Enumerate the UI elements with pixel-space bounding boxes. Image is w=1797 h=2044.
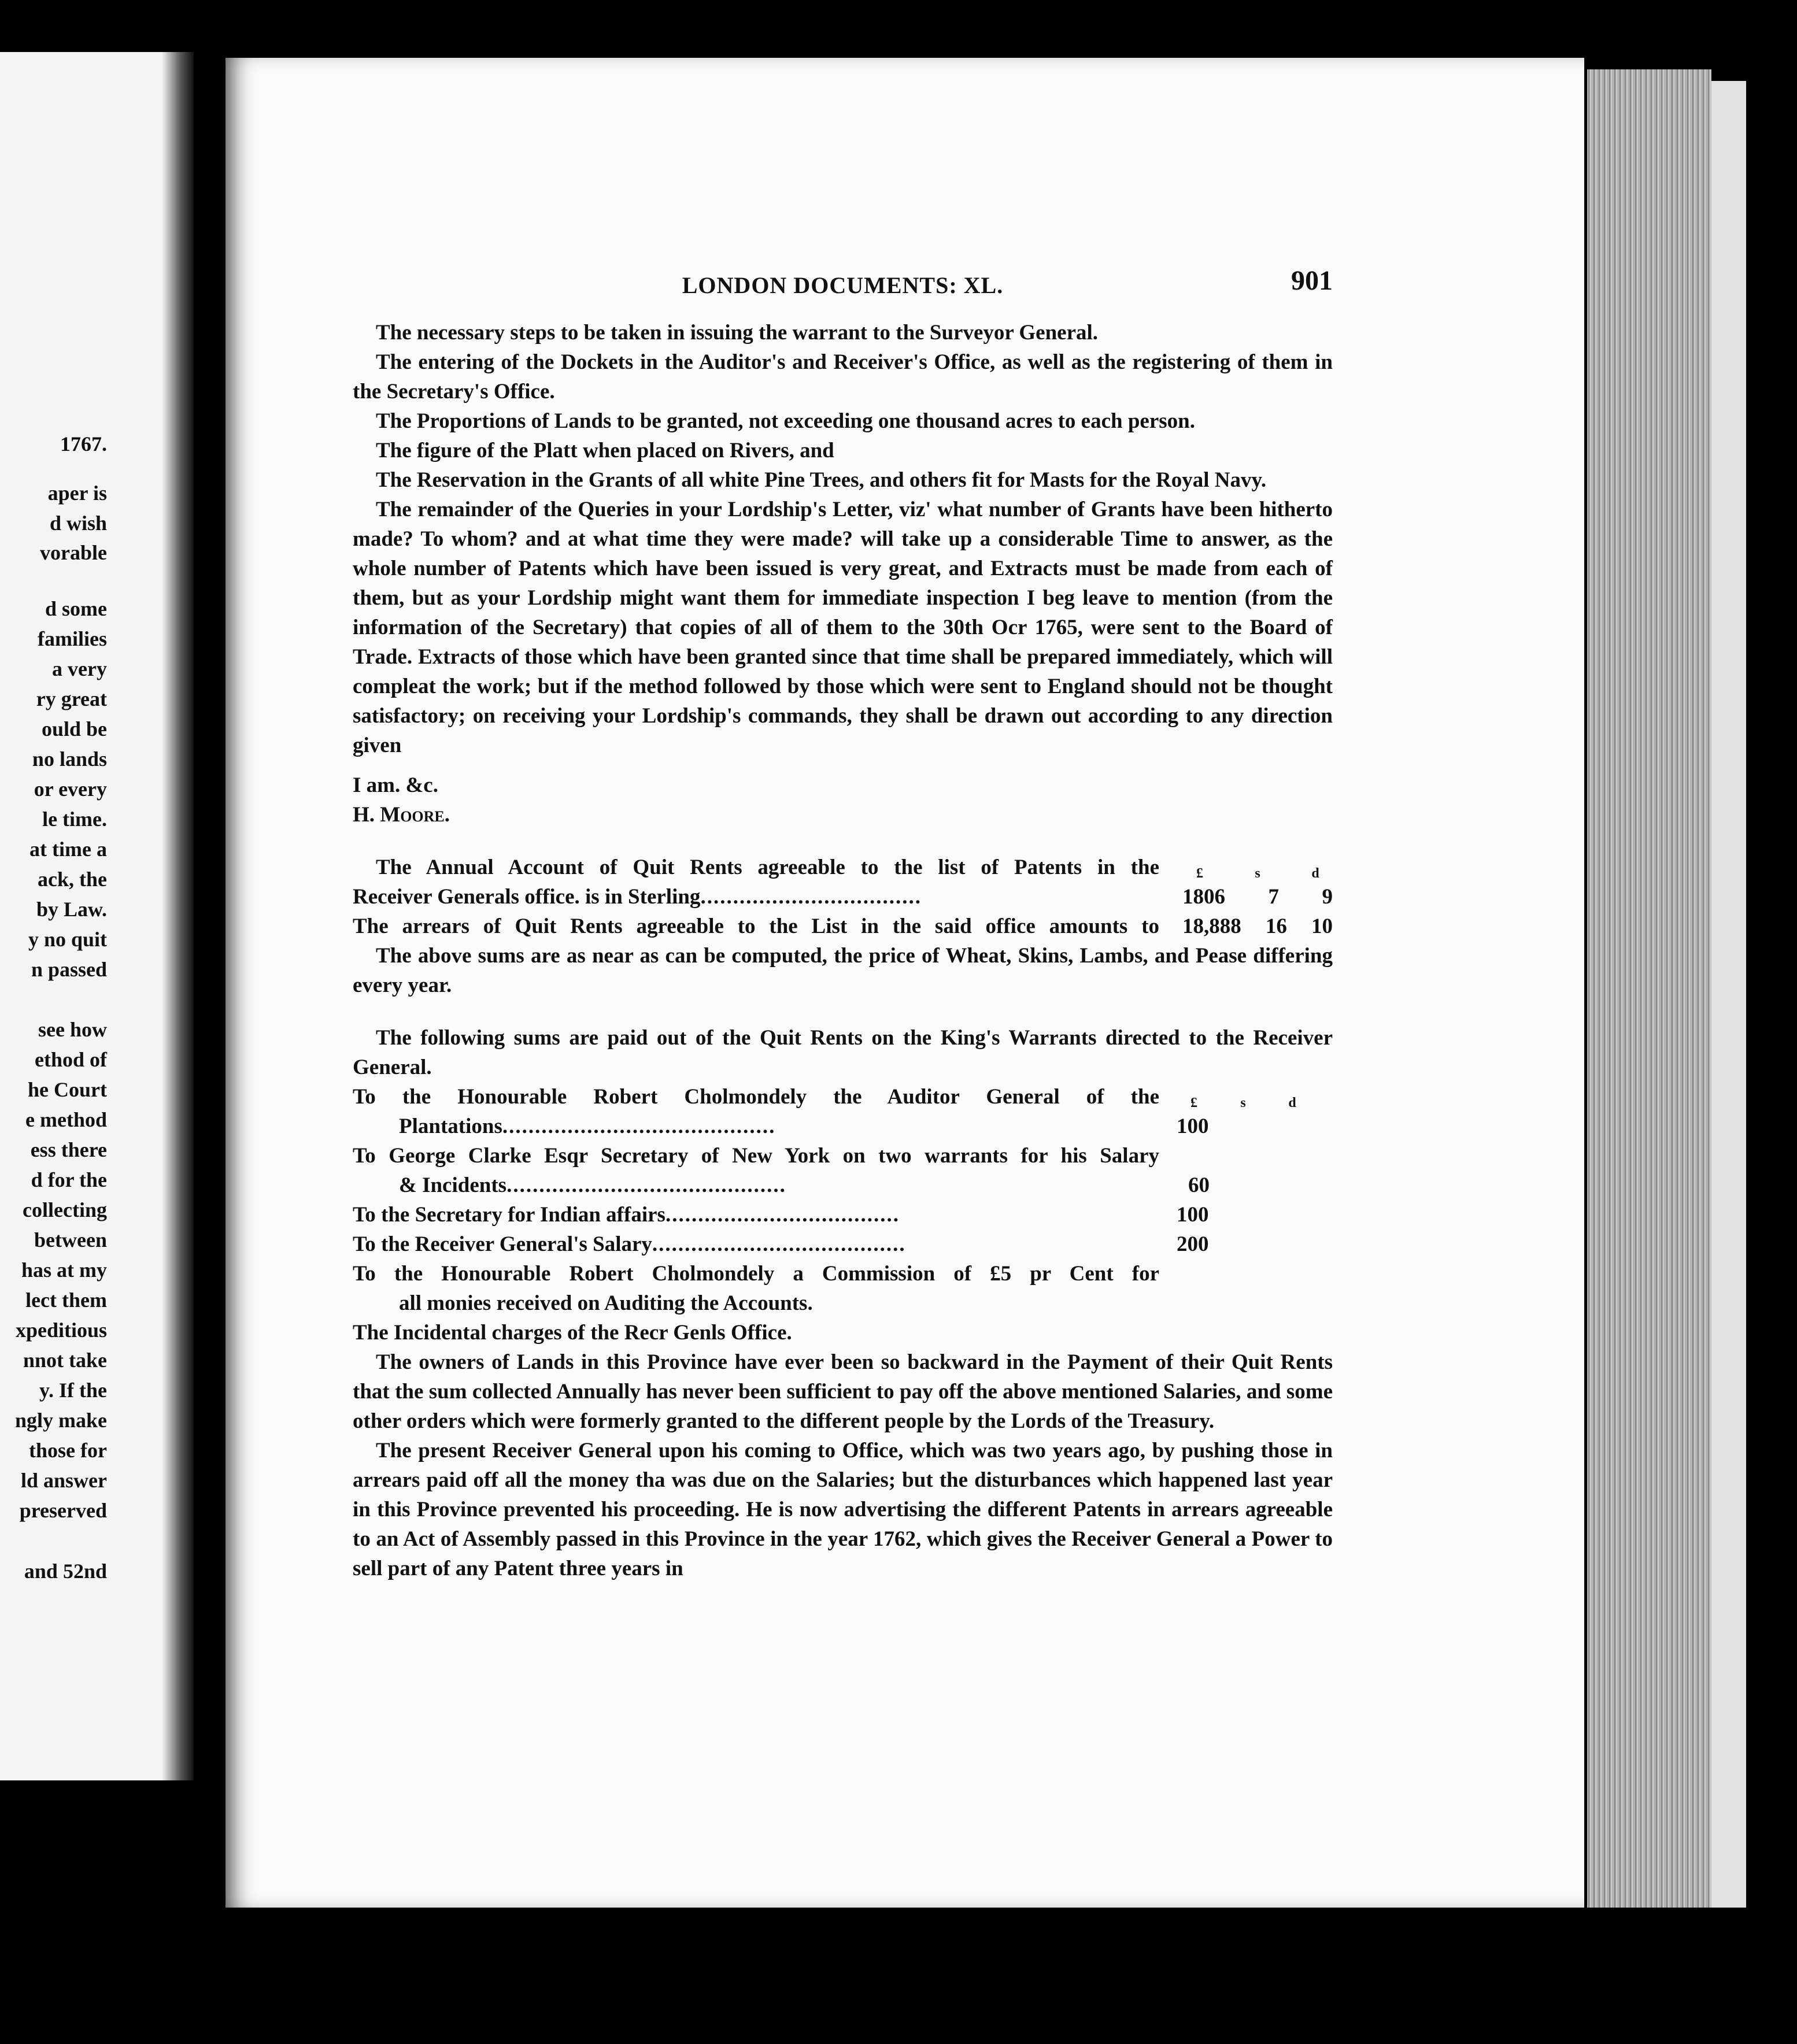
- page-body: [353, 318, 1333, 1583]
- running-header: [353, 266, 1333, 306]
- payment-text: To George Clarke Esqr Secretary of New York on two warrants for his Salary: [353, 1144, 1159, 1168]
- left-fragment: n passed: [31, 958, 107, 981]
- payment-item: [353, 1082, 1333, 1141]
- pounds-value: 1806: [1182, 885, 1225, 909]
- document-page: [225, 58, 1584, 1908]
- pence-header: d: [1311, 866, 1319, 881]
- payment-item: [353, 1141, 1333, 1200]
- account-text-cont: [353, 882, 1159, 912]
- shillings-value: 16: [1265, 914, 1287, 938]
- left-fragment: ould be: [41, 717, 107, 740]
- left-fragment: ld answer: [20, 1469, 107, 1492]
- leader-dots: ....................................: [665, 1203, 900, 1227]
- left-fragment: collecting: [23, 1198, 107, 1221]
- left-fragment: or every: [34, 777, 107, 801]
- payment-text: To the Honourable Robert Cholmondely a Commission of £5 pr Cent for: [353, 1262, 1159, 1286]
- payment-item: [353, 1230, 1333, 1259]
- paragraph: The necessary steps to be taken in issuing the warrant to the Surveyor General.: [376, 321, 1099, 345]
- book-cover-edge: [1711, 81, 1746, 1908]
- left-fragment: e method: [25, 1108, 107, 1131]
- account-amount: [1159, 865, 1333, 912]
- paragraph: The Proportions of Lands to be granted, not exceeding one thousand acres to each person.: [376, 409, 1196, 433]
- letter-closing: I am. &c.: [353, 773, 438, 797]
- paragraph: The Incidental charges of the Recr Genls Office.: [353, 1321, 792, 1345]
- left-fragment: a very: [52, 657, 107, 680]
- pence-header: d: [1288, 1095, 1296, 1110]
- currency-header: [1182, 865, 1333, 882]
- leader-dots: .......................................: [652, 1232, 906, 1256]
- shilling-header: s: [1255, 866, 1260, 881]
- payment-item: [353, 1200, 1333, 1230]
- paragraph: The figure of the Platt when placed on Rivers, and: [376, 439, 834, 462]
- page-number: 901: [1291, 265, 1333, 296]
- left-fragment: no lands: [32, 747, 107, 771]
- left-fragment: y. If the: [39, 1379, 107, 1402]
- left-fragment: vorable: [40, 541, 107, 564]
- payment-text: To the Receiver General's Salary: [353, 1232, 652, 1256]
- leader-dots: ..................................: [700, 885, 922, 909]
- payment-amount: 200: [1177, 1232, 1209, 1256]
- pounds-value: 100: [1177, 1114, 1209, 1138]
- left-fragment: d for the: [31, 1168, 107, 1191]
- left-fragment: he Court: [28, 1078, 107, 1101]
- account-amount: [1159, 912, 1333, 941]
- left-fragment: ethod of: [35, 1048, 107, 1071]
- account-row-arrears: [353, 912, 1333, 941]
- left-fragment: le time.: [42, 808, 107, 831]
- paragraph: The Reservation in the Grants of all white Pine Trees, and others fit for Masts for the Royal Navy.: [376, 468, 1267, 492]
- paragraph: The following sums are paid out of the Quit Rents on the King's Warrants directed to the Receiver General.: [353, 1026, 1333, 1079]
- pence-value: 10: [1311, 914, 1333, 938]
- payment-text: all monies received on Auditing the Accounts.: [399, 1291, 813, 1315]
- left-fragment: ry great: [36, 687, 107, 710]
- account-text: Receiver Generals office. is in Sterling: [353, 885, 701, 909]
- paragraph: The entering of the Dockets in the Auditor's and Receiver's Office, as well as the registering of them in the Secretary's Office.: [353, 350, 1333, 403]
- currency-header: [1177, 1094, 1310, 1112]
- left-fragment: those for: [29, 1439, 107, 1462]
- left-fragment: see how: [38, 1018, 107, 1041]
- payment-amount: 100: [1177, 1203, 1209, 1227]
- payment-amount: 60: [1188, 1173, 1210, 1197]
- account-text: The Annual Account of Quit Rents agreeable to the list of Patents in the: [376, 856, 1159, 879]
- paragraph: The remainder of the Queries in your Lordship's Letter, viz' what number of Grants have been hitherto made? To whom? and at what time they were made? will take up a considerable Time to answer, as the whole number of Patents which have been issued is very great, and Extracts must be made from each of them, but as your Lordship might want them for immediate inspection I beg leave to mention (from the information of the Secretary) that copies of all of them to the 30th Ocr 1765, were sent to the Board of Trade. Extracts of those which have been granted since that time shall be prepared immediately, which will compleat the work; but if the method followed by those which were sent to England should not be thought satisfactory; on receiving your Lordship's commands, they shall be drawn out according to any direction given: [353, 498, 1333, 757]
- payment-text: To the Honourable Robert Cholmondely the Auditor General of the: [353, 1085, 1159, 1109]
- account-text: The arrears of Quit Rents agreeable to the List in the said office amounts to: [353, 914, 1159, 938]
- left-fragment: nnot take: [23, 1349, 107, 1372]
- left-fragment: 1767.: [60, 432, 107, 456]
- book-fore-edge: [1587, 69, 1711, 1908]
- left-fragment: at time a: [29, 838, 107, 861]
- paragraph: The present Receiver General upon his coming to Office, which was two years ago, by pushing those in arrears paid off all the money tha was due on the Salaries; but the disturbances which happened last year in this Province prevented his proceeding. He is now advertising the different Patents in arrears agreeable to an Act of Assembly passed in this Province in the year 1762, which gives the Receiver General a Power to sell part of any Patent three years in: [353, 1439, 1333, 1580]
- shillings-value: 7: [1268, 885, 1279, 909]
- left-fragment: ack, the: [38, 868, 107, 891]
- pound-header: £: [1196, 866, 1203, 881]
- left-fragment: has at my: [21, 1258, 107, 1282]
- left-fragment: ess there: [30, 1138, 107, 1161]
- left-fragment: y no quit: [28, 928, 107, 951]
- previous-page: [0, 52, 194, 1780]
- leader-dots: ...........................................: [506, 1173, 786, 1197]
- left-fragment: d some: [45, 597, 107, 620]
- left-fragment: xpeditious: [15, 1319, 107, 1342]
- shilling-header: s: [1240, 1095, 1246, 1110]
- pence-value: 9: [1322, 885, 1333, 909]
- account-row-annual: [353, 853, 1333, 912]
- payment-amount: [1159, 1094, 1310, 1141]
- pound-header: £: [1190, 1095, 1197, 1110]
- signature: H. Moore.: [353, 803, 450, 827]
- payment-item: [353, 1259, 1333, 1318]
- running-title: LONDON DOCUMENTS: XL.: [682, 272, 1004, 298]
- left-fragment: d wish: [49, 512, 107, 535]
- pounds-value: 18,888: [1182, 914, 1241, 938]
- book-gutter: [162, 52, 194, 1780]
- payment-text: Plantations: [399, 1114, 502, 1138]
- left-fragment: aper is: [47, 482, 107, 505]
- payment-text: & Incidents: [399, 1173, 507, 1197]
- left-fragment: ngly make: [14, 1409, 107, 1432]
- paragraph: The owners of Lands in this Province have ever been so backward in the Payment of their Quit Rents that the sum collected Annually has never been sufficient to pay off the above mentioned Salaries, and some other orders which were formerly granted to the different people by the Lords of the Treasury.: [353, 1350, 1333, 1433]
- left-fragment: families: [38, 627, 107, 650]
- left-fragment: lect them: [25, 1288, 107, 1312]
- paragraph: The above sums are as near as can be computed, the price of Wheat, Skins, Lambs, and Pease differing every year.: [353, 944, 1333, 997]
- left-fragment: between: [34, 1228, 107, 1251]
- leader-dots: ..........................................: [502, 1114, 776, 1138]
- left-fragment: by Law.: [36, 898, 107, 921]
- left-fragment: preserved: [19, 1499, 107, 1522]
- left-fragment: and 52nd: [24, 1560, 107, 1583]
- payment-text: To the Secretary for Indian affairs: [353, 1203, 665, 1227]
